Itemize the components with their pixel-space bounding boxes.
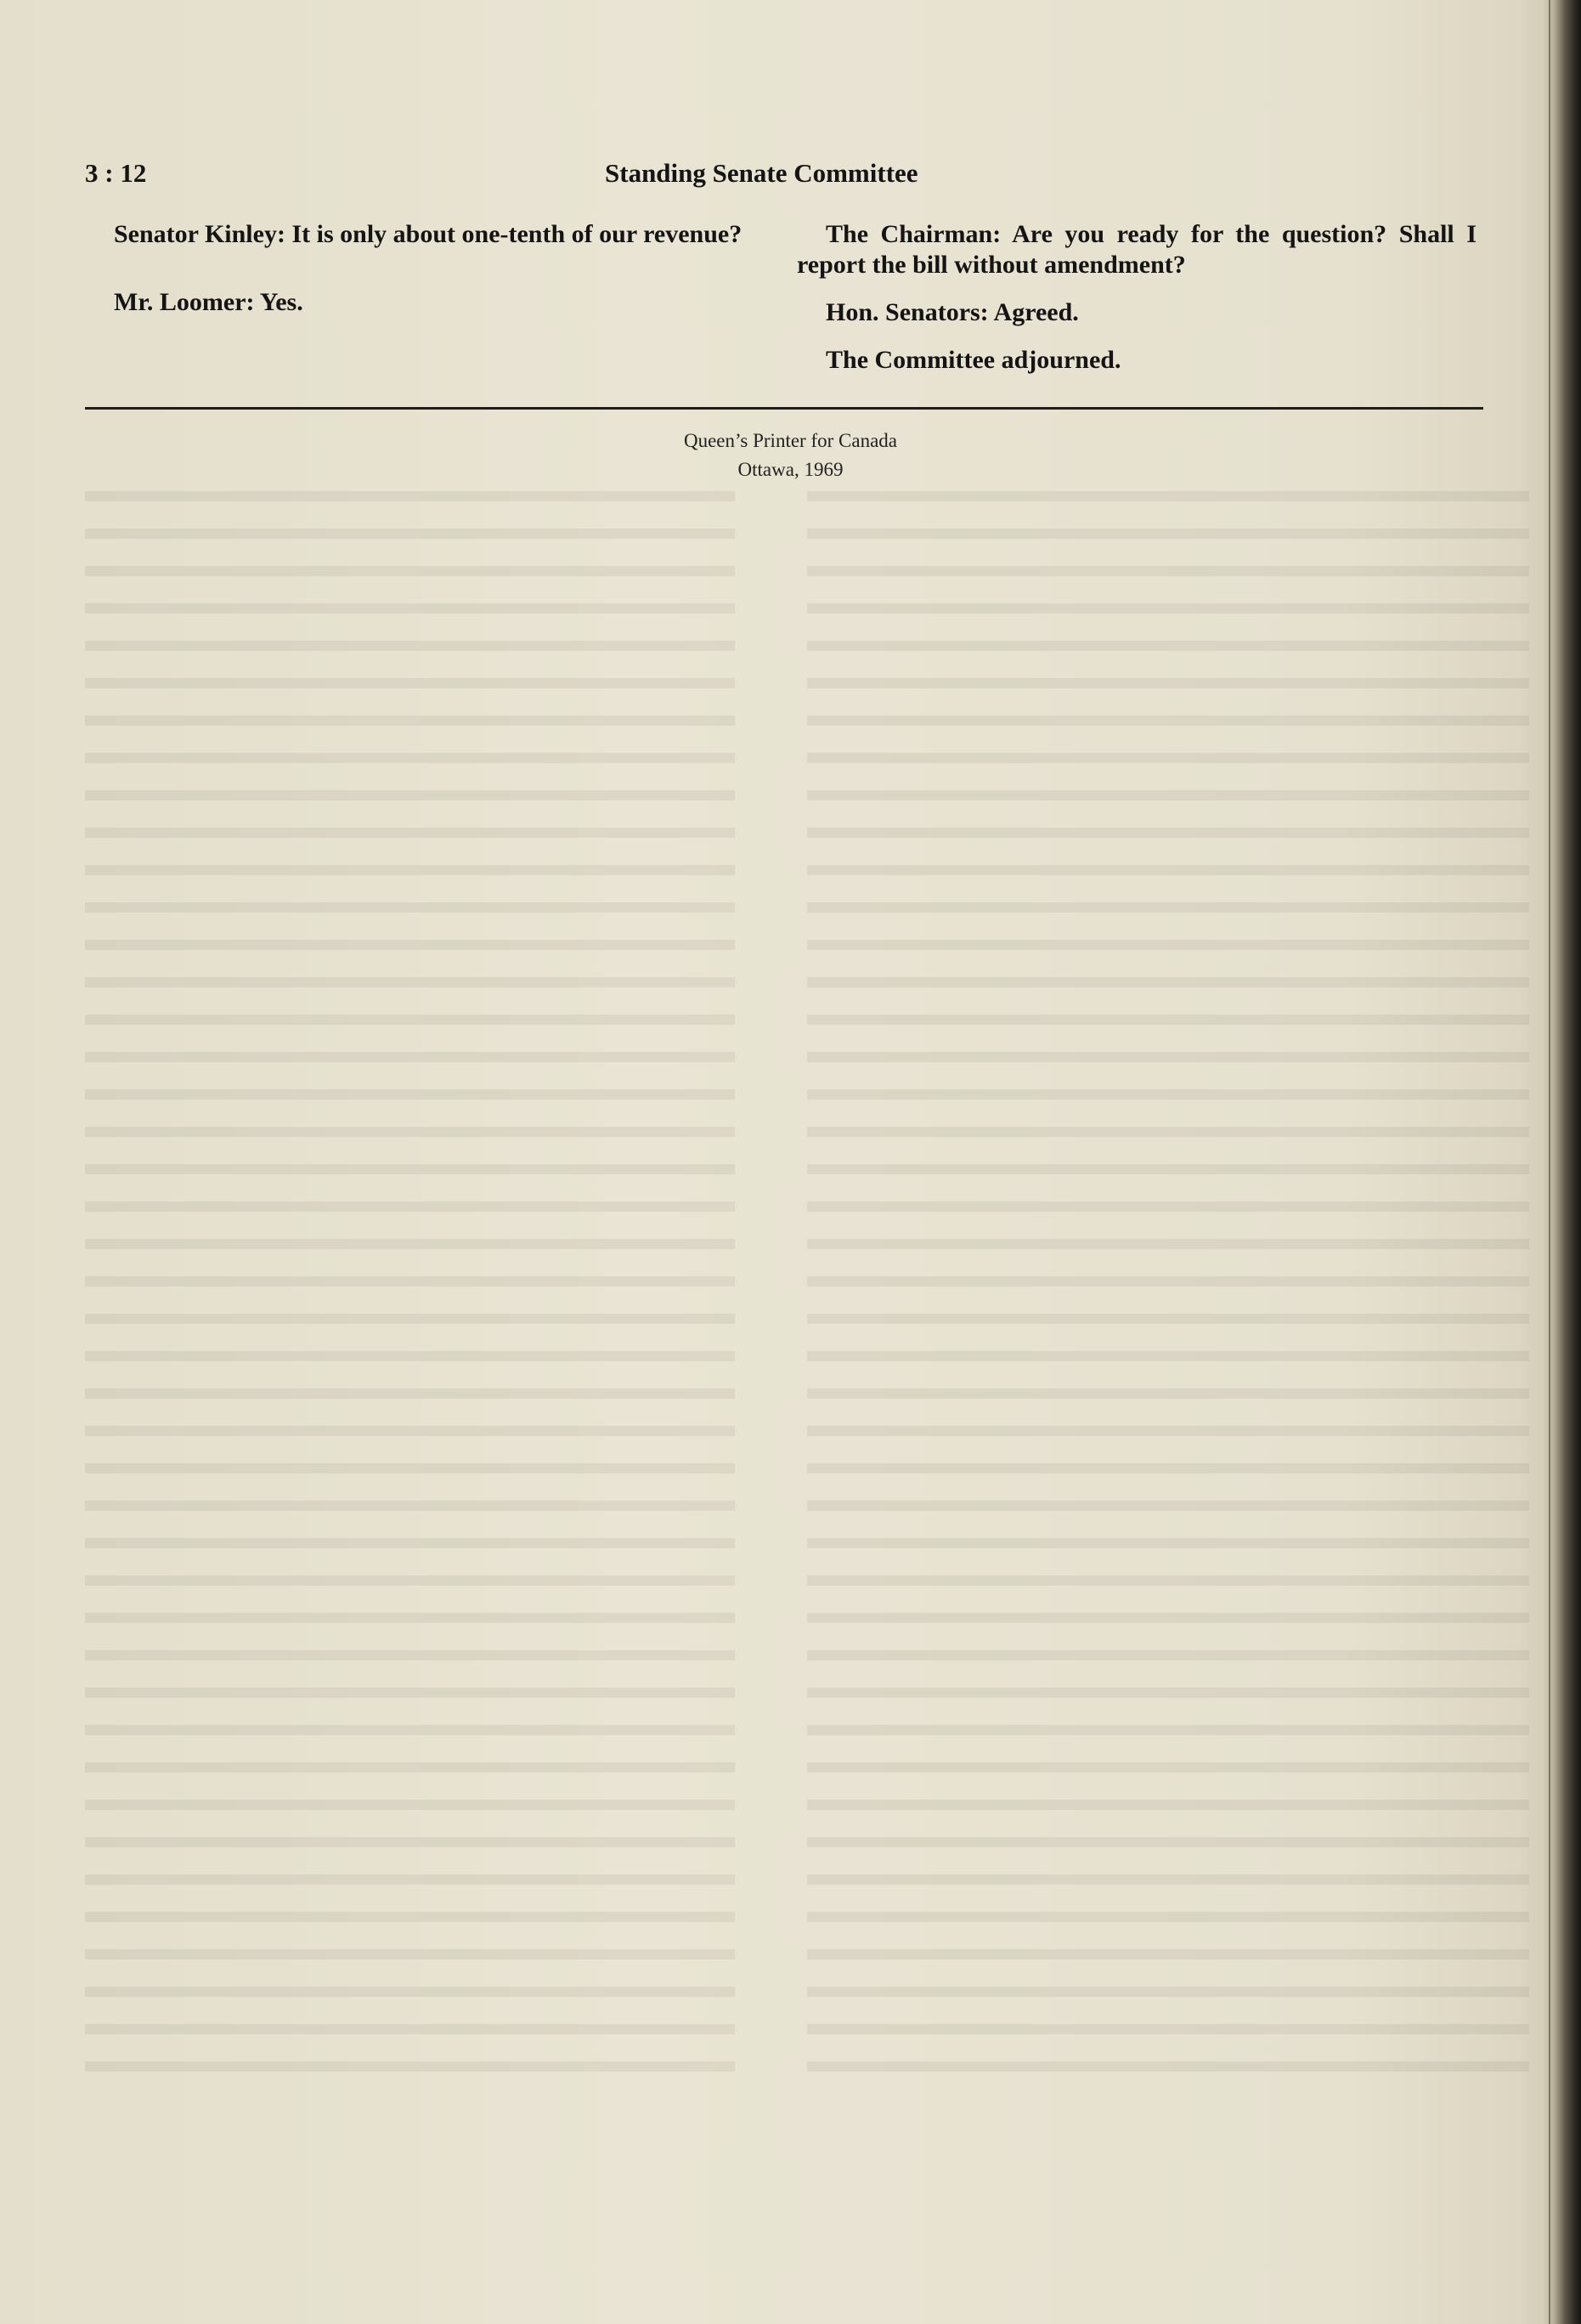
- paragraph-text: It is only about one-tenth of our revenue?: [285, 220, 743, 248]
- paragraph-loomer: [85, 287, 765, 318]
- imprint-line-place-year: Ottawa, 1969: [737, 459, 844, 480]
- speaker-name: Senator Kinley:: [114, 220, 285, 248]
- show-through-texture: [85, 476, 1529, 2090]
- running-title: Standing Senate Committee: [605, 158, 918, 188]
- paragraph-text: Agreed.: [988, 298, 1079, 326]
- printer-imprint: [0, 427, 1581, 484]
- page-header: [85, 158, 1461, 192]
- speaker-name: The Chairman:: [826, 220, 1002, 248]
- paragraph-kinley: [85, 219, 765, 250]
- page-number: 3 : 12: [85, 158, 147, 188]
- paragraph-chairman: [797, 219, 1477, 280]
- paragraph-adjourned: [797, 345, 1477, 376]
- paragraph-text: Are you ready for the question? Shall I report the bill without amendment?: [797, 220, 1477, 279]
- paragraph-senators: [797, 297, 1477, 328]
- horizontal-rule: [85, 407, 1483, 410]
- speaker-name: Mr. Loomer:: [114, 288, 255, 316]
- speaker-name: The Committee adjourned.: [826, 346, 1121, 374]
- binding-edge: [1542, 0, 1581, 2324]
- imprint-line-printer: Queen’s Printer for Canada: [683, 430, 897, 451]
- speaker-name: Hon. Senators:: [826, 298, 989, 326]
- paragraph-text: Yes.: [254, 288, 303, 316]
- right-column: [797, 219, 1477, 376]
- left-column: [85, 219, 765, 318]
